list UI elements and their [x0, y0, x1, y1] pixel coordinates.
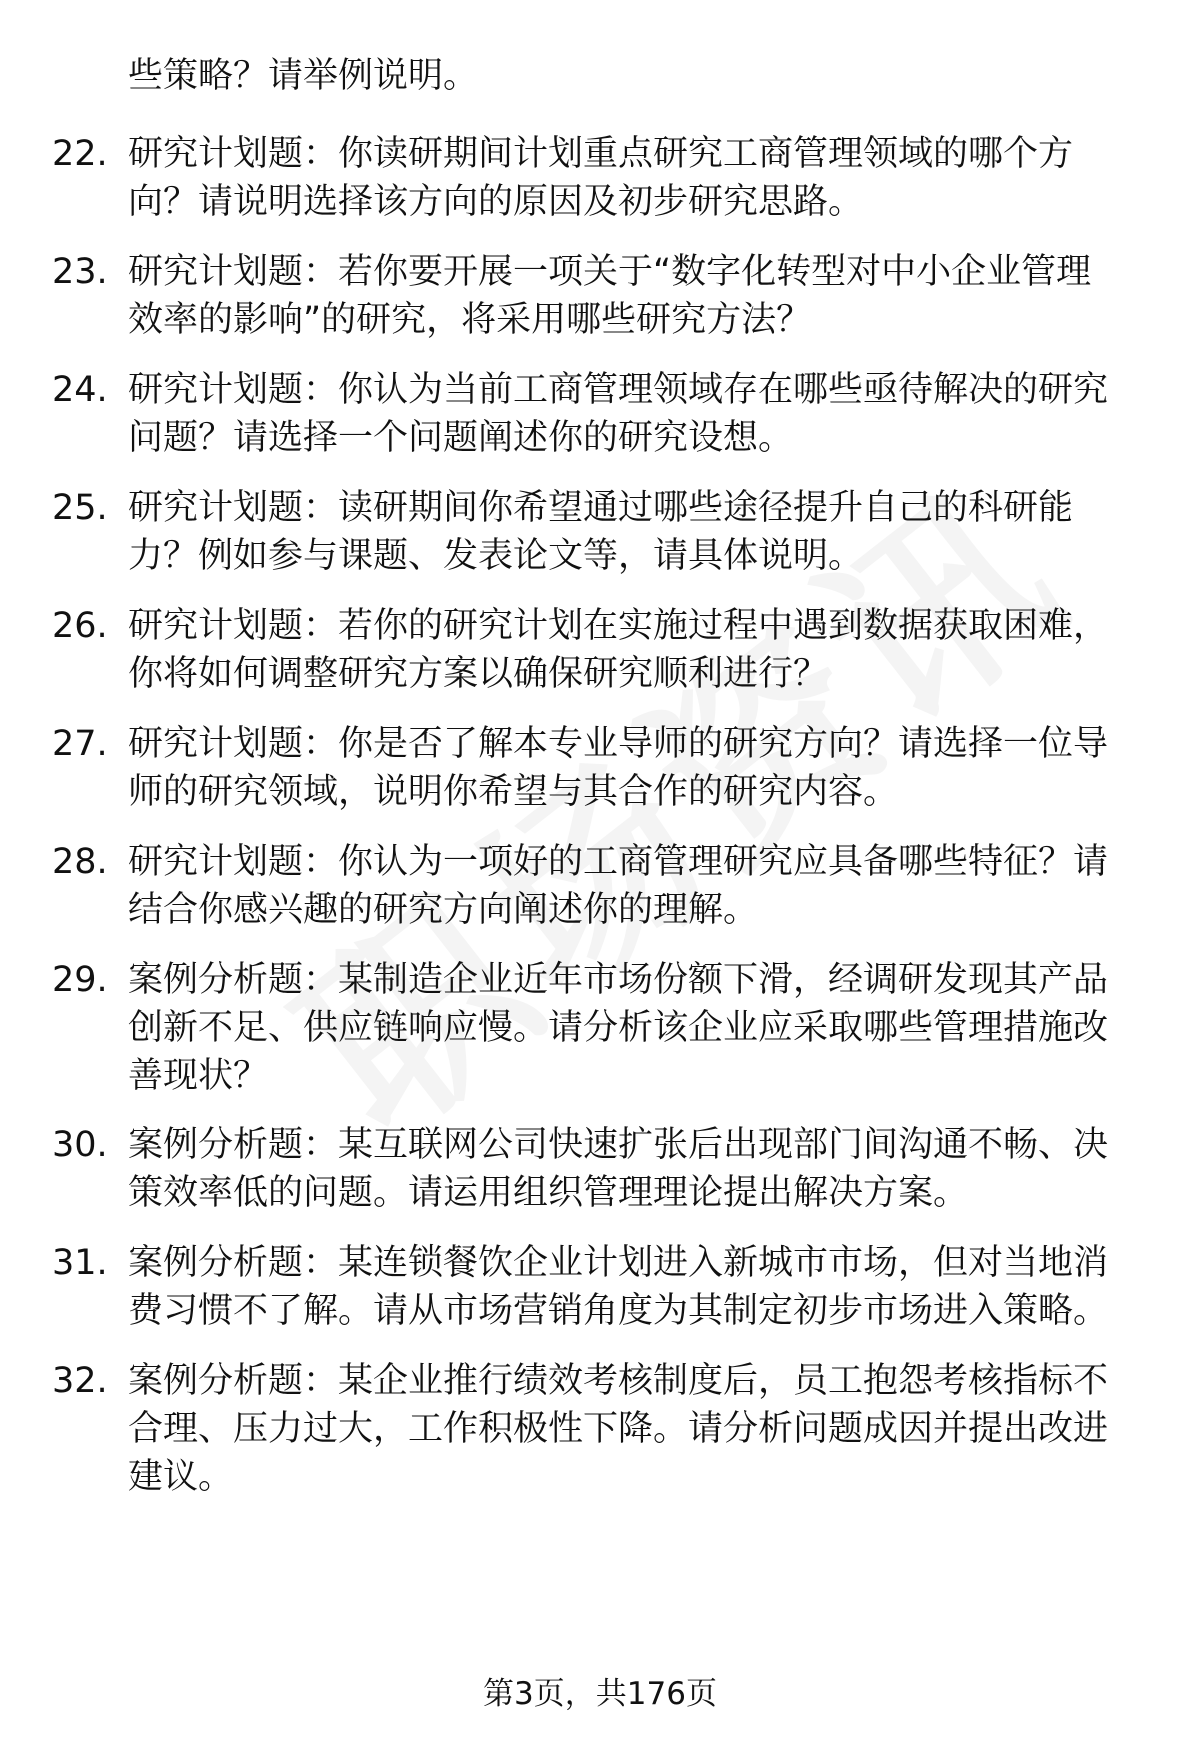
- question-number: 23.: [52, 252, 108, 292]
- question-number: 22.: [52, 134, 108, 174]
- question-text: 研究计划题：你是否了解本专业导师的研究方向？请选择一位导 师的研究领域，说明你希望与其合作的研究内容。: [128, 724, 1109, 812]
- question-number: 24.: [52, 370, 108, 410]
- question-number: 32.: [52, 1361, 108, 1401]
- question-text: 案例分析题：某连锁餐饮企业计划进入新城市市场，但对当地消 费习惯不了解。请从市场营销角度为其制定初步市场进入策略。: [128, 1243, 1109, 1331]
- question-text: 研究计划题：若你要开展一项关于“数字化转型对中小企业管理 效率的影响”的研究，将采用哪些研究方法？: [128, 252, 1092, 340]
- question-text: 研究计划题：若你的研究计划在实施过程中遇到数据获取困难， 你将如何调整研究方案以确保研究顺利进行？: [128, 606, 1109, 694]
- question-number: 25.: [52, 488, 108, 528]
- question-number: 26.: [52, 606, 108, 646]
- question-number: 27.: [52, 724, 108, 764]
- question-number: 30.: [52, 1125, 108, 1165]
- question-text: 案例分析题：某制造企业近年市场份额下滑，经调研发现其产品 创新不足、供应链响应慢。请分析该企业应采取哪些管理措施改 善现状？: [128, 960, 1109, 1096]
- question-text: 研究计划题：你读研期间计划重点研究工商管理领域的哪个方 向？请说明选择该方向的原因及初步研究思路。: [128, 134, 1074, 222]
- question-number: 29.: [52, 960, 108, 1000]
- question-text: 案例分析题：某互联网公司快速扩张后出现部门间沟通不畅、决 策效率低的问题。请运用组织管理理论提出解决方案。: [128, 1125, 1109, 1213]
- question-text: 案例分析题：某企业推行绩效考核制度后，员工抱怨考核指标不 合理、压力过大，工作积极性下降。请分析问题成因并提出改进 建议。: [128, 1361, 1109, 1497]
- page-footer: 第3页，共176页: [483, 1676, 717, 1712]
- question-text: 研究计划题：你认为当前工商管理领域存在哪些亟待解决的研究 问题？请选择一个问题阐述你的研究设想。: [128, 370, 1109, 458]
- question-number: 31.: [52, 1243, 108, 1283]
- question-text: 研究计划题：你认为一项好的工商管理研究应具备哪些特征？请 结合你感兴趣的研究方向阐述你的理解。: [128, 842, 1109, 930]
- continued-question-text: 些策略？请举例说明。: [128, 56, 479, 96]
- question-text: 研究计划题：读研期间你希望通过哪些途径提升自己的科研能 力？例如参与课题、发表论文等，请具体说明。: [128, 488, 1074, 576]
- question-number: 28.: [52, 842, 108, 882]
